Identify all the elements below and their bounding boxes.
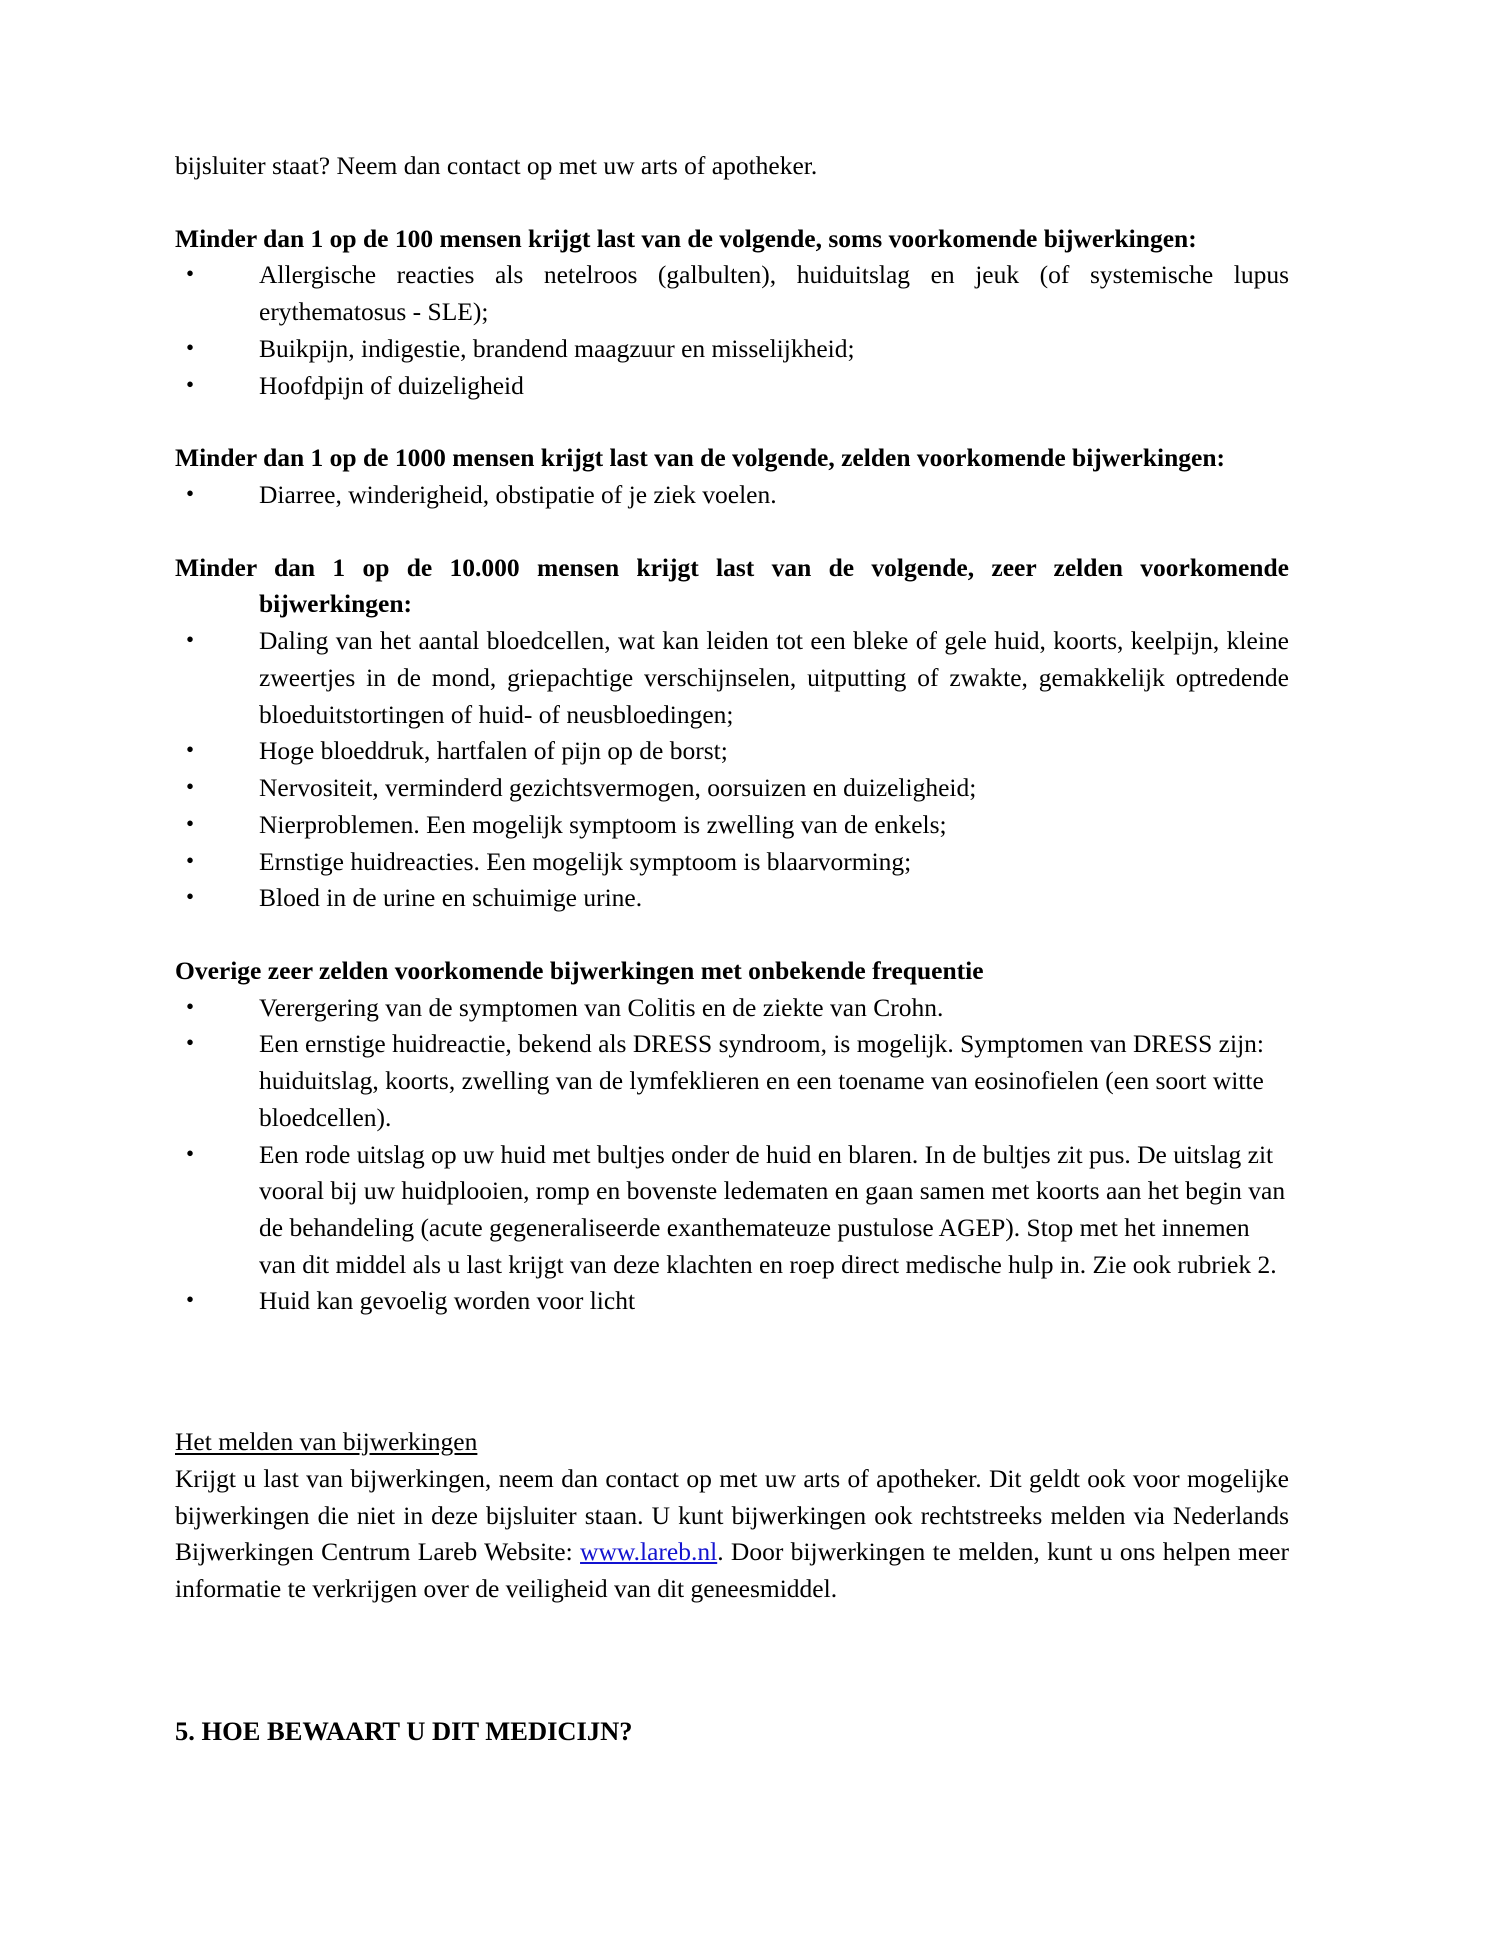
bullet-icon: • — [186, 627, 195, 653]
list-frequency-1-in-1000 — [175, 477, 1289, 514]
bullet-icon: • — [186, 261, 195, 287]
bullet-icon: • — [186, 371, 195, 397]
heading-section-5-storage: 5. HOE BEWAART U DIT MEDICIJN? — [175, 1715, 633, 1746]
bullet-icon: • — [186, 993, 195, 1019]
list-item — [175, 807, 1289, 844]
list-frequency-1-in-10000 — [175, 623, 1289, 917]
reporting-paragraph — [175, 1461, 1289, 1608]
list-item — [175, 257, 1289, 330]
list-item-text: Een ernstige huidreactie, bekend als DRESS syndroom, is mogelijk. Symptomen van DRESS zijn: huiduitslag, koorts, zwelling van de lymfeklieren en een toename van eosinofielen (een soort witte bloedcellen). — [259, 1029, 1265, 1132]
reporting-text-before-link: Krijgt u last van bijwerkingen, neem dan contact op met uw arts of apotheker. Dit geldt ook voor mogelijke bijwerkingen die niet in deze bijsluiter staan. U kunt bijwerkingen ook rechtstreeks melden via Nederlands Bijwerkingen Centrum Lareb Website: — [175, 1463, 1289, 1567]
list-item — [175, 331, 1289, 368]
heading-reporting-side-effects: Het melden van bijwerkingen — [175, 1427, 478, 1457]
list-item-text: Huid kan gevoelig worden voor licht — [259, 1286, 636, 1316]
spacer — [175, 185, 1289, 221]
list-item — [175, 880, 1289, 917]
list-item-text: Nierproblemen. Een mogelijk symptoom is zwelling van de enkels; — [259, 809, 947, 839]
bullet-icon: • — [186, 1287, 195, 1313]
list-item — [175, 990, 1289, 1027]
list-item-text: Diarree, winderigheid, obstipatie of je ziek voelen. — [259, 480, 777, 510]
heading-line-2: bijwerkingen: — [259, 589, 412, 619]
list-item — [175, 1026, 1289, 1136]
bullet-icon: • — [186, 737, 195, 763]
list-item-text: Allergische reacties als netelroos (galbulten), huiduitslag en jeuk (of systemische lupus erythematosus - SLE); — [259, 260, 1289, 327]
heading-frequency-1-in-1000: Minder dan 1 op de 1000 mensen krijgt last van de volgende, zelden voorkomende bijwerkingen: — [175, 443, 1226, 473]
bullet-icon: • — [186, 481, 195, 507]
heading-line-1: Minder dan 1 op de 10.000 mensen krijgt last van de volgende, zeer zelden voorkomende — [175, 552, 1289, 582]
list-item-text: Bloed in de urine en schuimige urine. — [259, 883, 643, 913]
list-item-text: Buikpijn, indigestie, brandend maagzuur en misselijkheid; — [259, 333, 855, 363]
document-body — [175, 148, 1289, 1750]
list-item — [175, 477, 1289, 514]
spacer — [175, 1320, 1289, 1424]
list-item-text: Een rode uitslag op uw huid met bultjes onder de huid en blaren. In de bultjes zit pus. De uitslag zit vooral bij uw huidplooien, romp en bovenste ledematen en gaan samen met koorts aan het begin van de behandeling (acute gegeneraliseerde exanthemateuze pustulose AGEP). Stop met het innemen van dit middel als u last krijgt van deze klachten en roep direct medische hulp in. Zie ook rubriek 2. — [259, 1139, 1286, 1279]
bullet-icon: • — [186, 847, 195, 873]
bullet-icon: • — [186, 884, 195, 910]
list-item-text: Hoge bloeddruk, hartfalen of pijn op de borst; — [259, 736, 728, 766]
reporting-text-after-link: . Door bijwerkingen te melden, kunt u ons helpen meer informatie te verkrijgen over de veiligheid van dit geneesmiddel. — [175, 1537, 1289, 1603]
heading-frequency-1-in-100: Minder dan 1 op de 100 mensen krijgt last van de volgende, soms voorkomende bijwerkingen: — [175, 223, 1197, 253]
list-item — [175, 844, 1289, 881]
continuation-paragraph: bijsluiter staat? Neem dan contact op met uw arts of apotheker. — [175, 151, 818, 180]
list-item — [175, 733, 1289, 770]
bullet-icon: • — [186, 1030, 195, 1056]
spacer — [175, 404, 1289, 440]
bullet-icon: • — [186, 774, 195, 800]
list-item — [175, 623, 1289, 733]
list-other-unknown-frequency — [175, 990, 1289, 1320]
list-item-text: Ernstige huidreacties. Een mogelijk symptoom is blaarvorming; — [259, 846, 912, 876]
list-frequency-1-in-100 — [175, 257, 1289, 404]
bullet-icon: • — [186, 810, 195, 836]
spacer — [175, 917, 1289, 953]
spacer — [175, 1608, 1289, 1712]
list-item — [175, 1137, 1289, 1284]
list-item — [175, 770, 1289, 807]
list-item-text: Hoofdpijn of duizeligheid — [259, 370, 524, 400]
spacer — [175, 514, 1289, 550]
bullet-icon: • — [186, 1140, 195, 1166]
list-item-text: Nervositeit, verminderd gezichtsvermogen, oorsuizen en duizeligheid; — [259, 773, 977, 803]
list-item — [175, 1283, 1289, 1320]
heading-other-unknown-frequency: Overige zeer zelden voorkomende bijwerkingen met onbekende frequentie — [175, 955, 984, 985]
lareb-website-link[interactable]: www.lareb.nl — [580, 1537, 718, 1567]
list-item — [175, 368, 1289, 405]
bullet-icon: • — [186, 334, 195, 360]
list-item-text: Verergering van de symptomen van Colitis en de ziekte van Crohn. — [259, 992, 944, 1022]
list-item-text: Daling van het aantal bloedcellen, wat kan leiden tot een bleke of gele huid, koorts, keelpijn, kleine zweertjes in de mond, griepachtige verschijnselen, uitputting of zwakte, gemakkelijk optredende bloeduitstortingen of huid- of neusbloedingen; — [259, 626, 1289, 729]
heading-frequency-1-in-10000-line1 — [175, 550, 1289, 623]
